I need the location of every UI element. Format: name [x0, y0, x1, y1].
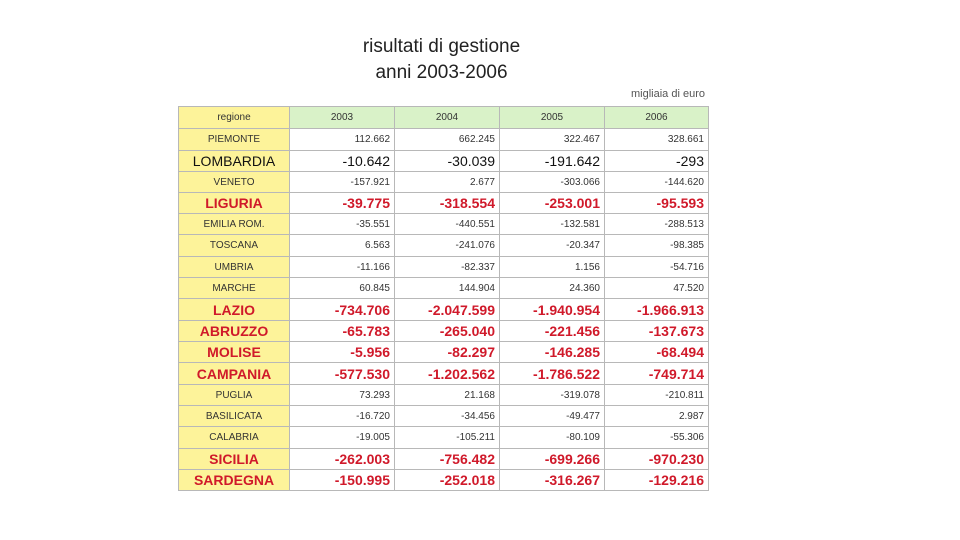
region-cell: LIGURIA — [179, 193, 290, 214]
value-2006-cell: -129.216 — [605, 470, 709, 491]
value-2006-cell: -970.230 — [605, 449, 709, 470]
value-2005-cell: -316.267 — [500, 470, 605, 491]
page-subtitle: anni 2003-2006 — [375, 62, 508, 83]
value-2006-cell: -288.513 — [605, 214, 709, 235]
table-row — [179, 427, 709, 449]
value-2005-cell: -49.477 — [500, 406, 605, 427]
region-cell: UMBRIA — [179, 257, 290, 278]
value-2005-cell: -303.066 — [500, 172, 605, 193]
value-2005-cell: -253.001 — [500, 193, 605, 214]
table-row — [179, 172, 709, 193]
unit-note: migliaia di euro — [631, 88, 705, 100]
table-row — [179, 449, 709, 470]
value-2003-cell: -35.551 — [290, 214, 395, 235]
value-2006-cell: -1.966.913 — [605, 299, 709, 321]
region-cell: CALABRIA — [179, 427, 290, 449]
column-header-2006: 2006 — [605, 107, 709, 129]
table-row — [179, 278, 709, 299]
value-2006-cell: -54.716 — [605, 257, 709, 278]
value-2006-cell: -137.673 — [605, 321, 709, 342]
value-2004-cell: -82.337 — [395, 257, 500, 278]
value-2006-cell: -293 — [605, 151, 709, 172]
value-2006-cell: -68.494 — [605, 342, 709, 363]
region-cell: MOLISE — [179, 342, 290, 363]
value-2003-cell: -65.783 — [290, 321, 395, 342]
region-cell: PUGLIA — [179, 385, 290, 406]
value-2003-cell: -16.720 — [290, 406, 395, 427]
value-2005-cell: 1.156 — [500, 257, 605, 278]
value-2004-cell: 2.677 — [395, 172, 500, 193]
value-2005-cell: -146.285 — [500, 342, 605, 363]
value-2003-cell: -157.921 — [290, 172, 395, 193]
value-2005-cell: 322.467 — [500, 129, 605, 151]
value-2004-cell: 662.245 — [395, 129, 500, 151]
table-row — [179, 406, 709, 427]
table-row — [179, 151, 709, 172]
column-header-2004: 2004 — [395, 107, 500, 129]
value-2005-cell: -20.347 — [500, 235, 605, 257]
value-2003-cell: -10.642 — [290, 151, 395, 172]
value-2005-cell: -132.581 — [500, 214, 605, 235]
region-cell: SARDEGNA — [179, 470, 290, 491]
value-2004-cell: -252.018 — [395, 470, 500, 491]
value-2004-cell: -34.456 — [395, 406, 500, 427]
value-2004-cell: 21.168 — [395, 385, 500, 406]
region-cell: VENETO — [179, 172, 290, 193]
value-2006-cell: -144.620 — [605, 172, 709, 193]
table-row — [179, 193, 709, 214]
value-2004-cell: -30.039 — [395, 151, 500, 172]
value-2006-cell: 2.987 — [605, 406, 709, 427]
page-title: risultati di gestione — [362, 36, 521, 57]
value-2004-cell: -265.040 — [395, 321, 500, 342]
region-cell: LAZIO — [179, 299, 290, 321]
region-cell: ABRUZZO — [179, 321, 290, 342]
value-2003-cell: 60.845 — [290, 278, 395, 299]
value-2005-cell: -699.266 — [500, 449, 605, 470]
value-2003-cell: -19.005 — [290, 427, 395, 449]
value-2004-cell: -2.047.599 — [395, 299, 500, 321]
value-2006-cell: -95.593 — [605, 193, 709, 214]
region-cell: PIEMONTE — [179, 129, 290, 151]
value-2003-cell: -150.995 — [290, 470, 395, 491]
region-cell: EMILIA ROM. — [179, 214, 290, 235]
value-2005-cell: -319.078 — [500, 385, 605, 406]
value-2004-cell: -82.297 — [395, 342, 500, 363]
region-cell: BASILICATA — [179, 406, 290, 427]
value-2006-cell: -98.385 — [605, 235, 709, 257]
results-table — [178, 106, 709, 491]
value-2003-cell: -5.956 — [290, 342, 395, 363]
table-row — [179, 385, 709, 406]
table-row — [179, 299, 709, 321]
value-2006-cell: -55.306 — [605, 427, 709, 449]
value-2006-cell: 47.520 — [605, 278, 709, 299]
column-header-2005: 2005 — [500, 107, 605, 129]
table-row — [179, 235, 709, 257]
value-2003-cell: 112.662 — [290, 129, 395, 151]
value-2006-cell: -749.714 — [605, 363, 709, 385]
value-2004-cell: 144.904 — [395, 278, 500, 299]
value-2005-cell: -1.786.522 — [500, 363, 605, 385]
value-2006-cell: 328.661 — [605, 129, 709, 151]
value-2004-cell: -756.482 — [395, 449, 500, 470]
table-row — [179, 470, 709, 491]
region-cell: MARCHE — [179, 278, 290, 299]
value-2004-cell: -1.202.562 — [395, 363, 500, 385]
value-2005-cell: -221.456 — [500, 321, 605, 342]
region-cell: LOMBARDIA — [179, 151, 290, 172]
value-2004-cell: -105.211 — [395, 427, 500, 449]
column-header-region: regione — [179, 107, 290, 129]
value-2003-cell: -577.530 — [290, 363, 395, 385]
table-row — [179, 129, 709, 151]
value-2005-cell: 24.360 — [500, 278, 605, 299]
region-cell: SICILIA — [179, 449, 290, 470]
table-row — [179, 321, 709, 342]
region-cell: TOSCANA — [179, 235, 290, 257]
value-2003-cell: -11.166 — [290, 257, 395, 278]
value-2004-cell: -241.076 — [395, 235, 500, 257]
region-cell: CAMPANIA — [179, 363, 290, 385]
value-2003-cell: -262.003 — [290, 449, 395, 470]
table-row — [179, 342, 709, 363]
column-header-2003: 2003 — [290, 107, 395, 129]
value-2003-cell: 6.563 — [290, 235, 395, 257]
value-2004-cell: -318.554 — [395, 193, 500, 214]
value-2005-cell: -1.940.954 — [500, 299, 605, 321]
table-header-row — [179, 107, 709, 129]
value-2003-cell: -39.775 — [290, 193, 395, 214]
value-2005-cell: -80.109 — [500, 427, 605, 449]
value-2003-cell: 73.293 — [290, 385, 395, 406]
table-row — [179, 257, 709, 278]
table-row — [179, 214, 709, 235]
value-2004-cell: -440.551 — [395, 214, 500, 235]
value-2006-cell: -210.811 — [605, 385, 709, 406]
value-2005-cell: -191.642 — [500, 151, 605, 172]
value-2003-cell: -734.706 — [290, 299, 395, 321]
table-row — [179, 363, 709, 385]
